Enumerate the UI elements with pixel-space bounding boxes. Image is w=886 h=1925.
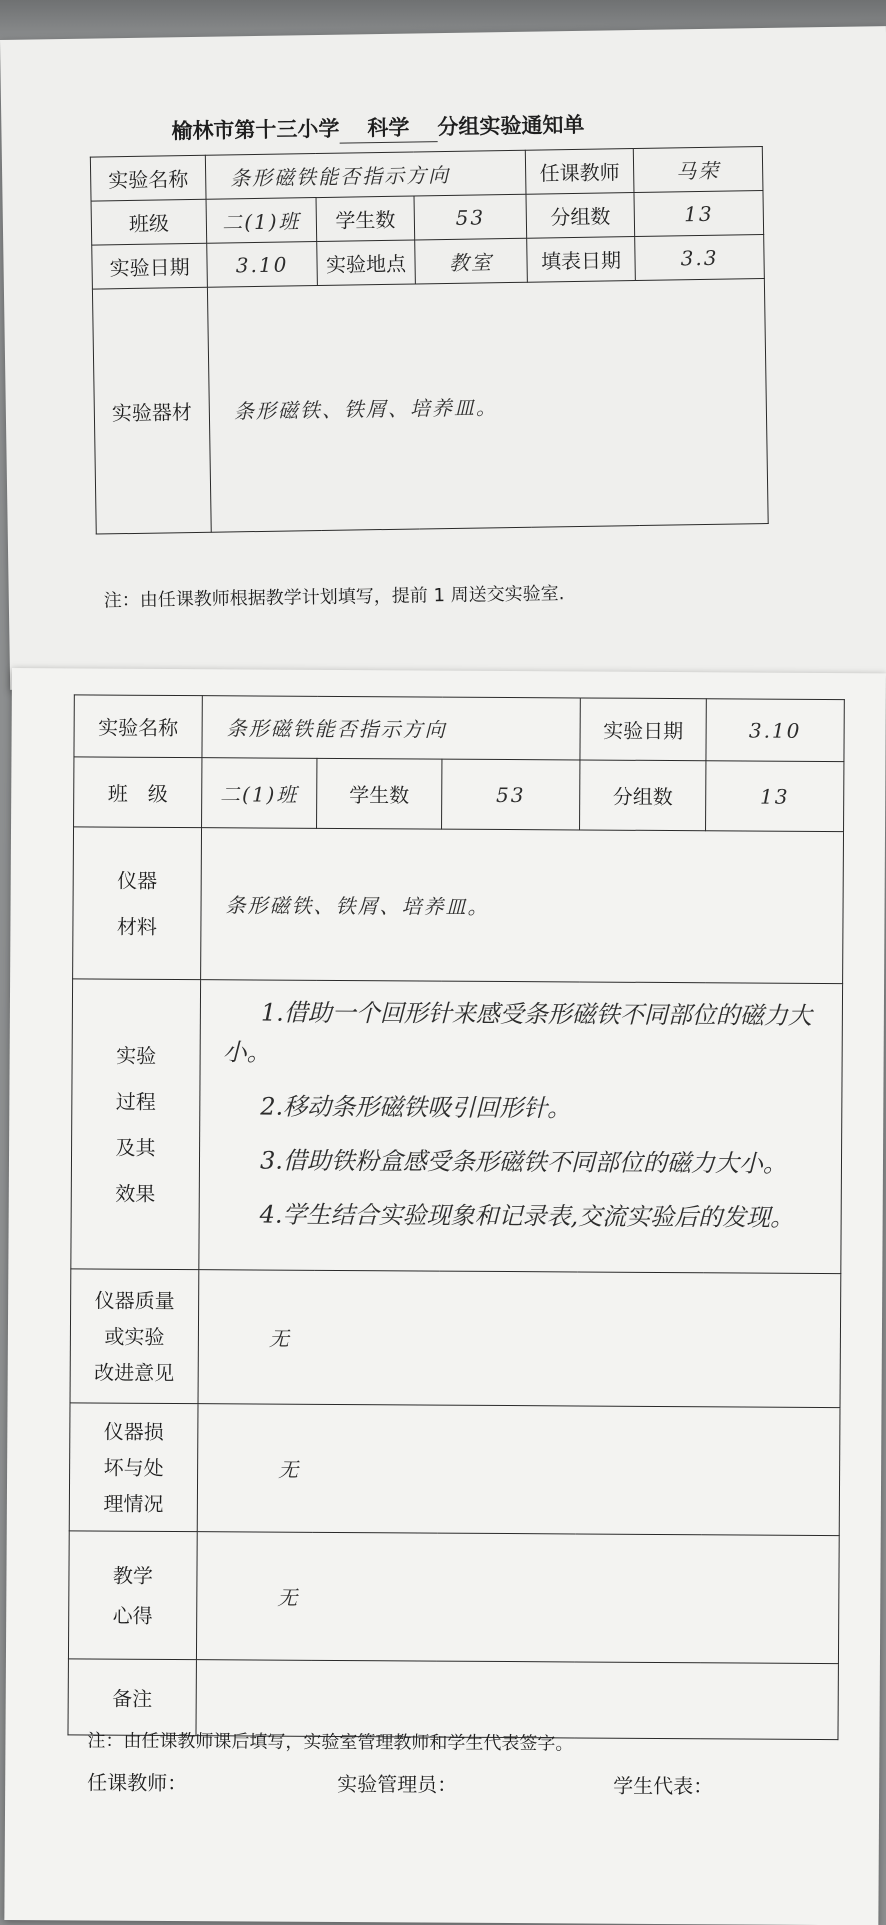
label-date: 实验日期 — [580, 698, 706, 761]
value-reflection: 无 — [196, 1532, 839, 1664]
label-damage: 仪器损 坏与处 理情况 — [69, 1403, 198, 1532]
label-teacher: 任课教师 — [525, 149, 634, 195]
value-groups: 13 — [634, 191, 764, 237]
process-step-2: 2.移动条形磁铁吸引回形针。 — [260, 1092, 572, 1123]
signature-student-rep: 学生代表： — [613, 1773, 714, 1799]
value-materials: 条形磁铁、铁屑、培养皿。 — [207, 279, 768, 533]
notice-title — [171, 109, 584, 146]
label-class: 班级 — [91, 199, 207, 245]
table-row — [74, 695, 844, 762]
table-row — [74, 757, 844, 832]
table-row — [92, 279, 768, 535]
label-materials: 实验器材 — [92, 287, 211, 534]
value-name: 条形磁铁能否指示方向 — [202, 696, 580, 760]
label-groups: 分组数 — [580, 760, 706, 831]
label-materials: 仪器 材料 — [73, 827, 202, 980]
table-row — [69, 1403, 840, 1536]
notice-table — [90, 146, 769, 535]
record-sheet — [4, 668, 886, 1925]
process-step-1: 1.借助一个回形针来感受条形磁铁不同部位的磁力大小。 — [222, 998, 812, 1067]
label-remarks: 备注 — [68, 1659, 196, 1736]
label-reflection: 教学 心得 — [68, 1531, 197, 1660]
value-fill-date: 3.3 — [635, 235, 765, 281]
label-place: 实验地点 — [317, 240, 416, 286]
table-row — [71, 979, 843, 1274]
label-date: 实验日期 — [92, 243, 208, 289]
notice-footnote: 注：由任课教师根据教学计划填写，提前 1 周送交实验室. — [103, 583, 565, 612]
table-row — [70, 1269, 841, 1408]
process-step-3: 3.借助铁粉盒感受条形磁铁不同部位的磁力大小。 — [259, 1146, 787, 1178]
label-fill-date: 填表日期 — [527, 237, 636, 283]
value-students: 53 — [442, 759, 580, 830]
value-name: 条形磁铁能否指示方向 — [205, 150, 526, 199]
label-students: 学生数 — [317, 758, 442, 829]
value-place: 教室 — [415, 238, 528, 284]
value-class: 二(1)班 — [202, 758, 317, 829]
title-form: 分组实验通知单 — [437, 112, 585, 140]
signature-teacher: 任课教师： — [87, 1770, 188, 1796]
value-process — [199, 980, 843, 1274]
title-school: 榆林市第十三小学 — [171, 116, 340, 144]
value-teacher: 马荣 — [633, 147, 763, 193]
record-footnote: 注：由任课教师课后填写，实验室管理教师和学生代表签字。 — [87, 1730, 574, 1755]
value-groups: 13 — [706, 761, 844, 832]
title-subject: 科学 — [339, 111, 437, 144]
value-damage: 无 — [197, 1404, 840, 1536]
value-date: 3.10 — [207, 242, 318, 288]
label-students: 学生数 — [316, 196, 415, 242]
label-name: 实验名称 — [74, 695, 202, 758]
signature-admin: 实验管理员： — [337, 1772, 458, 1797]
record-table — [67, 694, 844, 1740]
table-row — [68, 1531, 839, 1664]
label-groups: 分组数 — [526, 193, 635, 239]
value-class: 二(1)班 — [206, 198, 317, 244]
process-step-4: 4.学生结合实验现象和记录表,交流实验后的发现。 — [259, 1200, 795, 1232]
value-materials: 条形磁铁、铁屑、培养皿。 — [201, 828, 844, 984]
notice-sheet — [0, 26, 886, 690]
label-quality: 仪器质量 或实验 改进意见 — [70, 1269, 199, 1404]
value-students: 53 — [414, 194, 527, 240]
label-process: 实验 过程 及其 效果 — [71, 979, 201, 1270]
label-class: 班 级 — [74, 757, 202, 828]
table-row — [73, 827, 844, 984]
value-quality: 无 — [198, 1270, 841, 1408]
value-date: 3.10 — [706, 699, 844, 762]
label-name: 实验名称 — [90, 155, 206, 201]
